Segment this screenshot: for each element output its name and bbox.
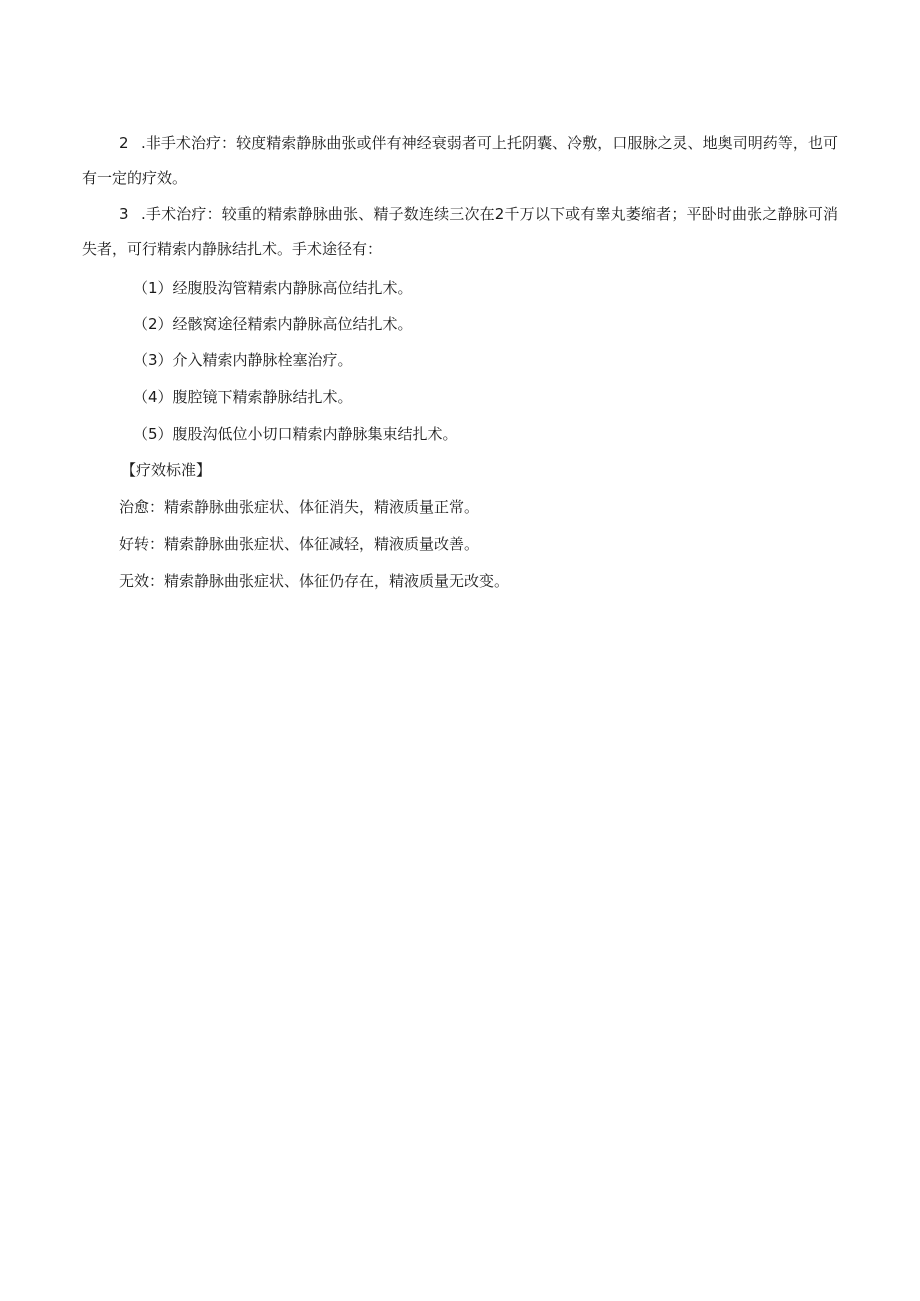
paragraph-non-surgical xyxy=(82,126,838,196)
procedure-item: （5）腹股沟低位小切口精索内静脉集束结扎术。 xyxy=(133,425,458,443)
procedure-item: （2）经骸窝途径精索内静脉高位结扎术。 xyxy=(133,315,413,333)
procedure-item: （1）经腹股沟管精索内静脉高位结扎术。 xyxy=(133,279,413,297)
criteria-item: 无效：精索静脉曲张症状、体征仍存在，精液质量无改变。 xyxy=(119,572,510,590)
section-heading: 【疗效标准】 xyxy=(121,461,212,479)
procedure-item: （3）介入精索内静脉栓塞治疗。 xyxy=(133,351,353,369)
paragraph-number: 2 xyxy=(119,134,129,152)
procedure-item: （4）腹腔镜下精索静脉结扎术。 xyxy=(133,388,353,406)
criteria-item: 好转：精索静脉曲张症状、体征减轻，精液质量改善。 xyxy=(119,535,480,553)
paragraph-number: 3 xyxy=(119,205,129,223)
paragraph-text: .非手术治疗：较度精索静脉曲张或伴有神经衰弱者可上托阴囊、冷敷，口服脉之灵、地奥司明药等，也可有一定的疗效。 xyxy=(82,134,838,187)
paragraph-text: .手术治疗：较重的精索静脉曲张、精子数连续三次在2千万以下或有睾丸萎缩者；平卧时曲张之静脉可消失者，可行精索内静脉结扎术。手术途径有： xyxy=(82,205,838,258)
criteria-item: 治愈：精索静脉曲张症状、体征消失，精液质量正常。 xyxy=(119,498,480,516)
paragraph-surgical xyxy=(82,197,838,267)
